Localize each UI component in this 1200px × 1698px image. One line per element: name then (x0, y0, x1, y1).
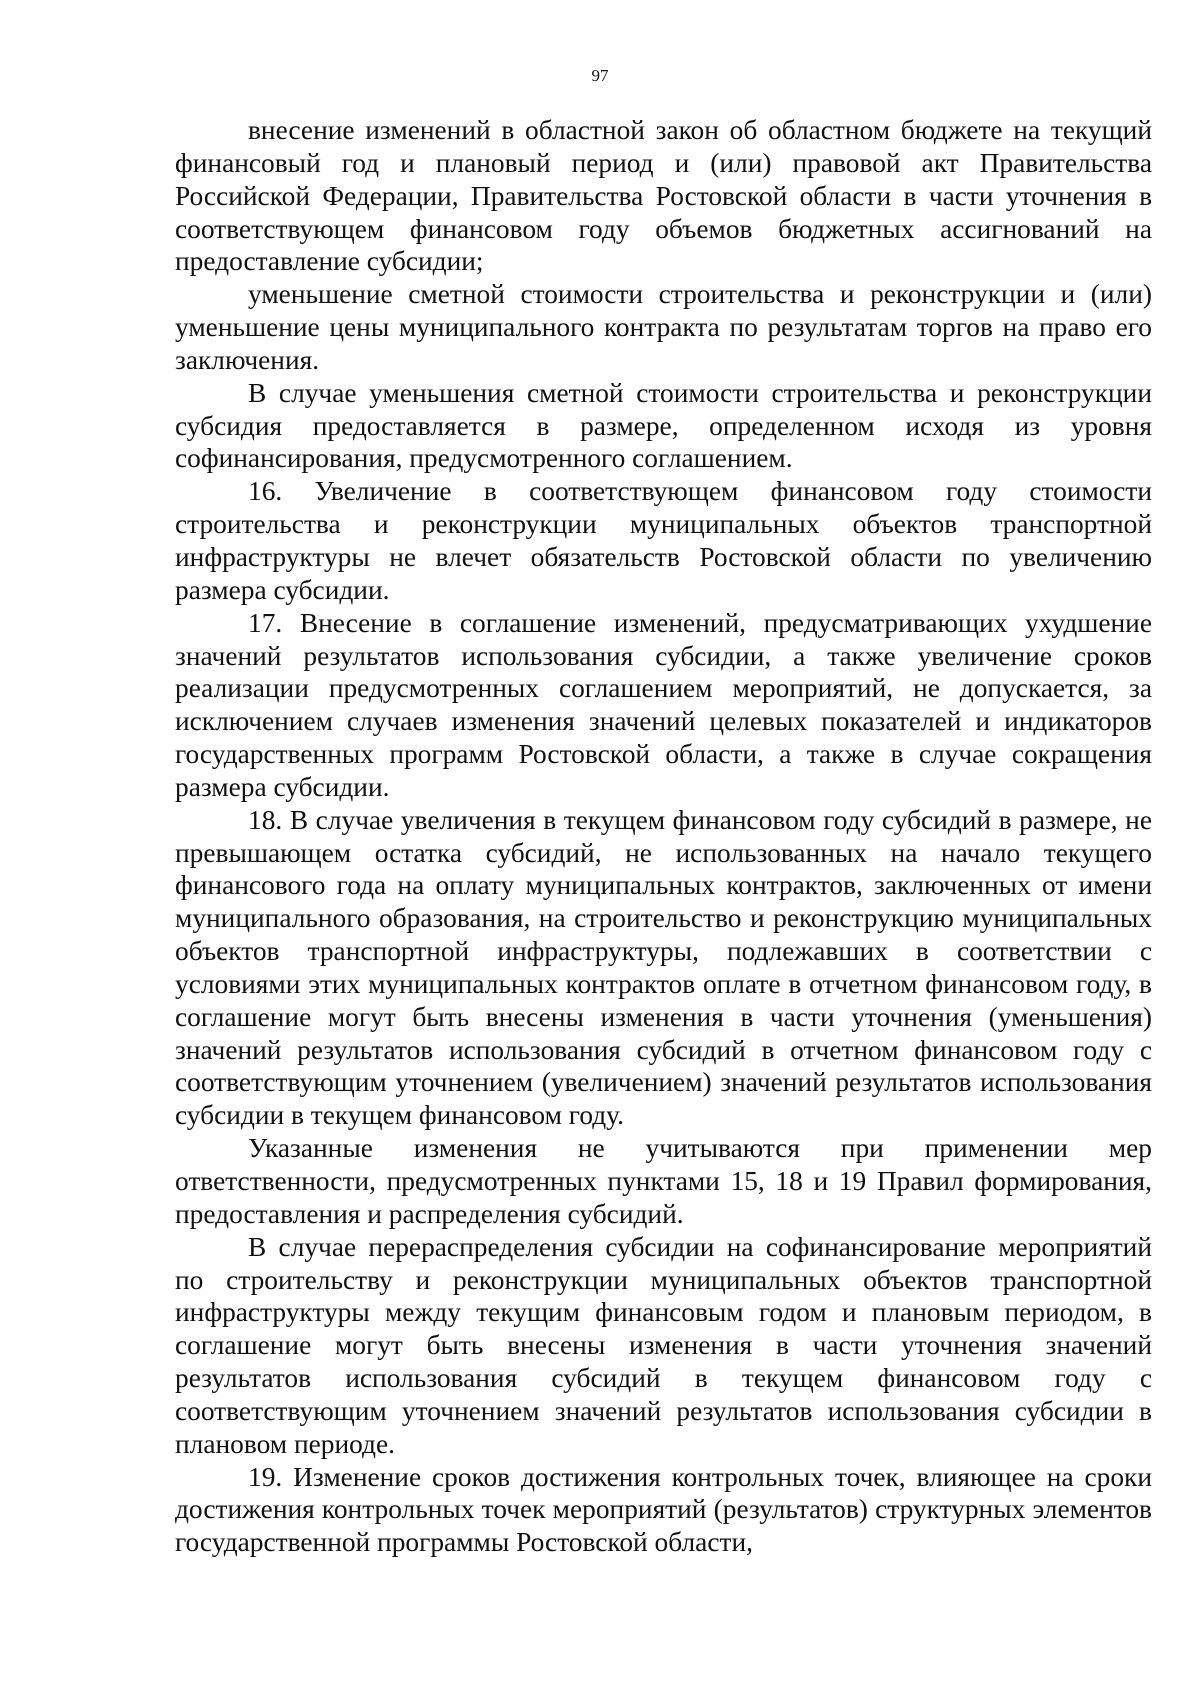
document-body (175, 114, 1152, 1559)
paragraph-item-19: 19. Изменение сроков достижения контрольных точек, влияющее на сроки достижения контрольных точек мероприятий (результатов) структурных элементов государственной программы Ростовской области, (175, 1461, 1152, 1558)
paragraph-item-16: 16. Увеличение в соответствующем финансовом году стоимости строительства и реконструкции муниципальных объектов транспортной инфраструктуры не влечет обязательств Ростовской области по увеличению размера субсидии. (175, 476, 1152, 605)
paragraph: В случае уменьшения сметной стоимости строительства и реконструкции субсидия предоставляется в размере, определенном исходя из уровня софинансирования, предусмотренного соглашением. (175, 377, 1152, 474)
paragraph: В случае перераспределения субсидии на софинансирование мероприятий по строительству и реконструкции муниципальных объектов транспортной инфраструктуры между текущим финансовым годом и плановым периодом, в соглашение могут быть внесены изменения в части уточнения значений результатов использования субсидий в текущем финансовом году с соответствующим уточнением значений результатов использования субсидии в плановом периоде. (175, 1231, 1152, 1459)
paragraph-item-18: 18. В случае увеличения в текущем финансовом году субсидий в размере, не превышающем остатка субсидий, не использованных на начало текущего финансового года на оплату муниципальных контрактов, заключенных от имени муниципального образования, на строительство и реконструкцию муниципальных объектов транспортной инфраструктуры, подлежавших в соответствии с условиями этих муниципальных контрактов оплате в отчетном финансовом году, в соглашение могут быть внесены изменения в части уточнения (уменьшения) значений результатов использования субсидий в отчетном финансовом году с соответствующим уточнением (увеличением) значений результатов использования субсидии в текущем финансовом году. (175, 804, 1152, 1131)
page-number: 97 (591, 66, 609, 85)
paragraph-item-17: 17. Внесение в соглашение изменений, предусматривающих ухудшение значений результатов использования субсидии, а также увеличение сроков реализации предусмотренных соглашением мероприятий, не допускается, за исключением случаев изменения значений целевых показателей и индикаторов государственных программ Ростовской области, а также в случае сокращения размера субсидии. (175, 607, 1152, 802)
paragraph: внесение изменений в областной закон об областном бюджете на текущий финансовый год и плановый период и (или) правовой акт Правительства Российской Федерации, Правительства Ростовской области в части уточнения в соответствующем финансовом году объемов бюджетных ассигнований на предоставление субсидии; (175, 115, 1152, 277)
paragraph: уменьшение сметной стоимости строительства и реконструкции и (или) уменьшение цены муниципального контракта по результатам торгов на право его заключения. (175, 279, 1152, 375)
paragraph: Указанные изменения не учитываются при применении мер ответственности, предусмотренных пунктами 15, 18 и 19 Правил формирования, предоставления и распределения субсидий. (175, 1133, 1152, 1229)
